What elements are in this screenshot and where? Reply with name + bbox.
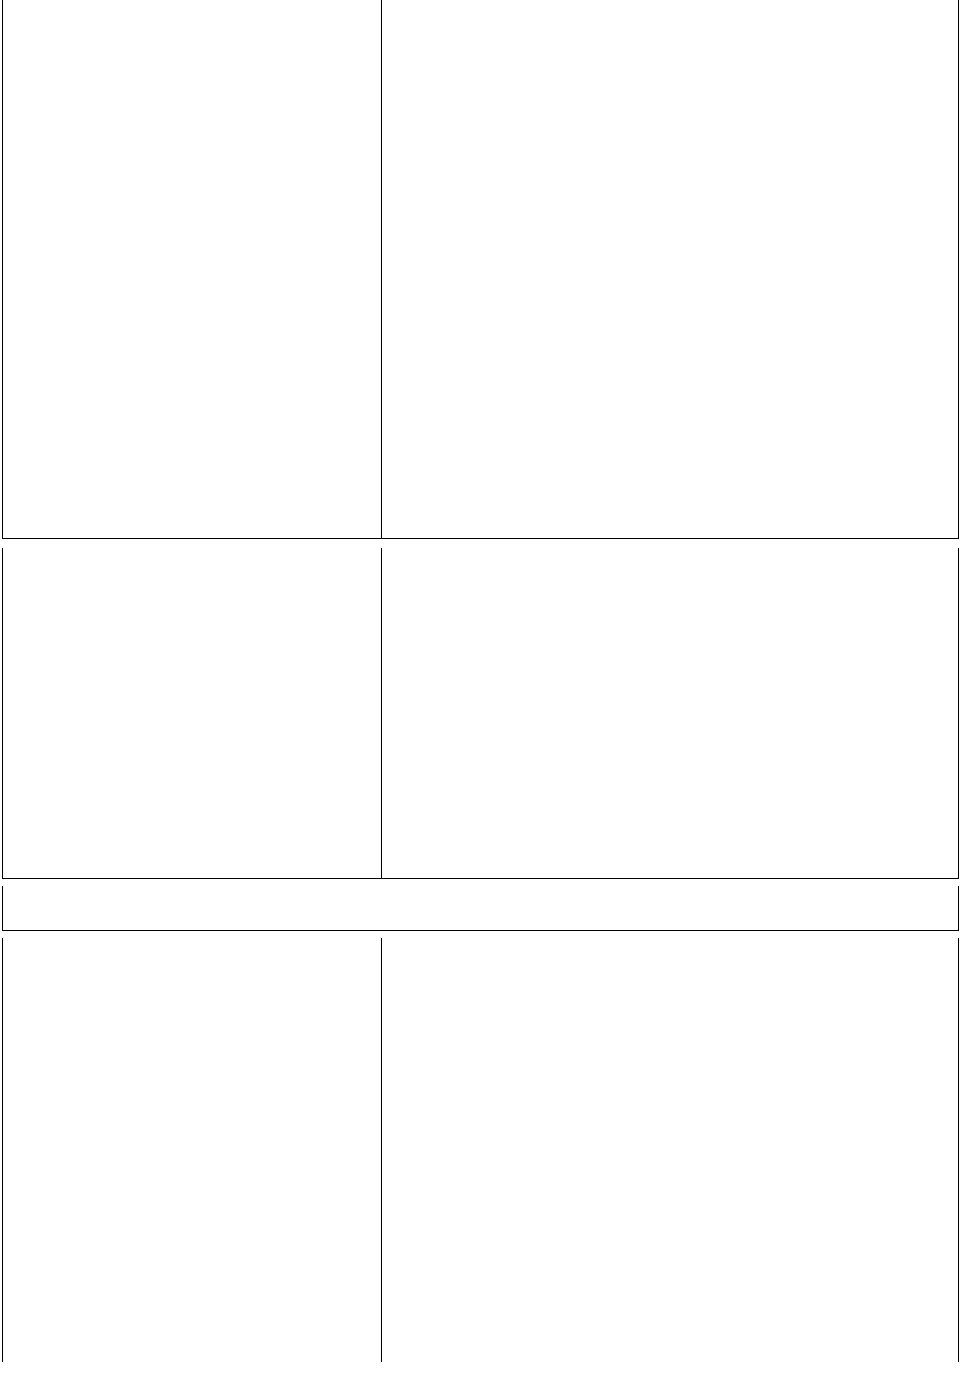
withdrawal-label-cell [2, 938, 382, 1362]
schedule-text-cell [381, 0, 959, 539]
valorization-text-cell [381, 548, 959, 879]
section-heading-cell [2, 886, 959, 931]
withdrawal-text-cell [381, 938, 959, 1362]
top-row-left-cell [2, 0, 382, 539]
valorization-label-cell [2, 548, 382, 879]
